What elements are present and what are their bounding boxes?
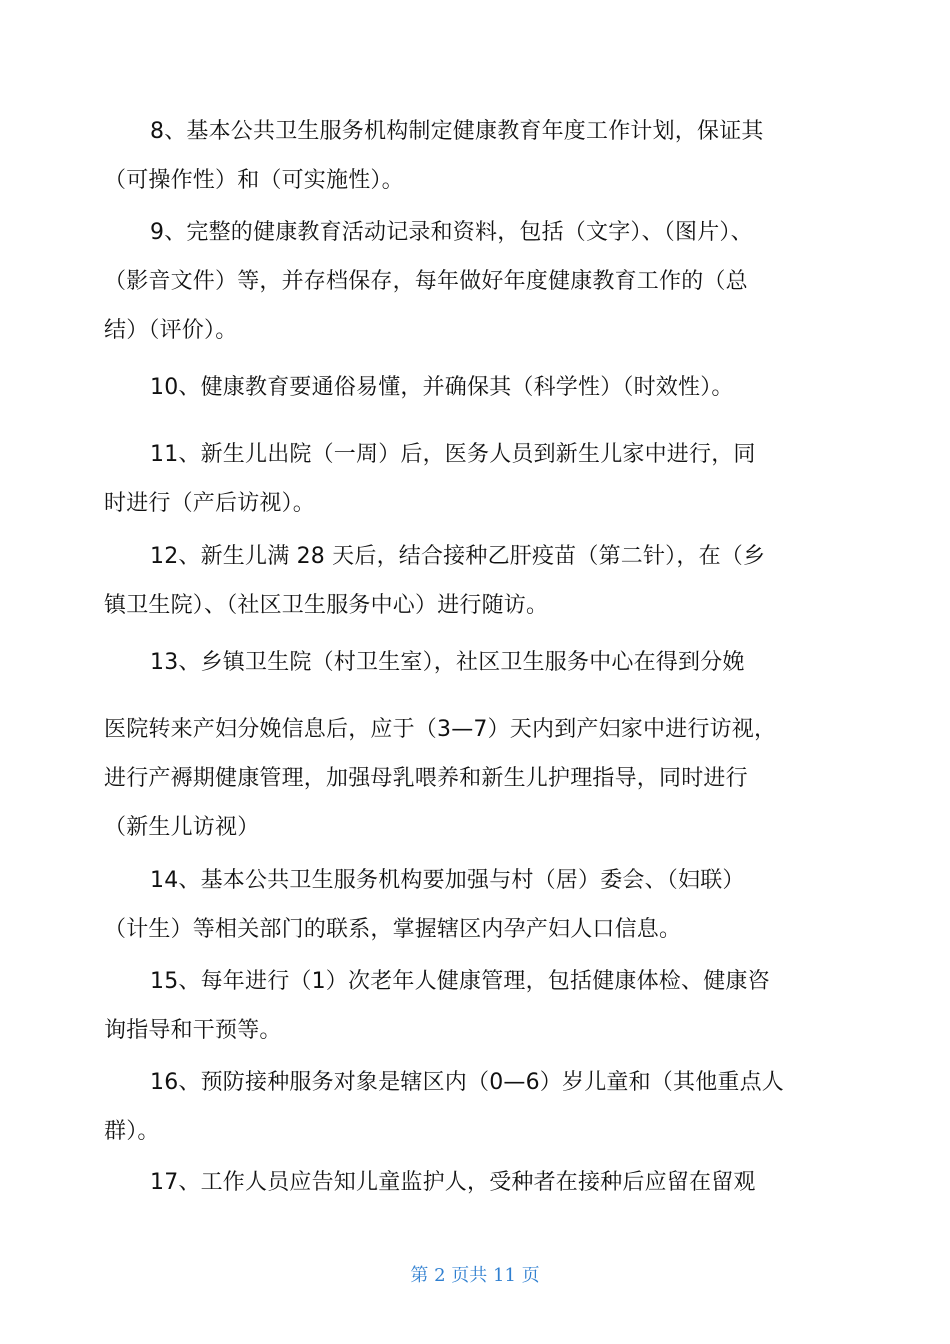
item-15-line-2: 询指导和干预等。 — [104, 1018, 282, 1043]
page-number-footer: 第 2 页共 11 页 — [410, 1265, 540, 1286]
item-13-line-1: 13、乡镇卫生院（村卫生室），社区卫生服务中心在得到分娩 — [150, 650, 745, 675]
item-8-line-2: （可操作性）和（可实施性）。 — [104, 168, 404, 193]
item-15-line-1: 15、每年进行（1）次老年人健康管理，包括健康体检、健康咨 — [150, 969, 770, 994]
item-8-line-1: 8、基本公共卫生服务机构制定健康教育年度工作计划，保证其 — [150, 119, 764, 144]
item-13-line-4: （新生儿访视） — [104, 815, 260, 840]
item-16-line-1: 16、预防接种服务对象是辖区内（0—6）岁儿童和（其他重点人 — [150, 1070, 784, 1095]
item-13-line-2: 医院转来产妇分娩信息后，应于（3—7）天内到产妇家中进行访视， — [104, 717, 777, 742]
item-14-line-2: （计生）等相关部门的联系，掌握辖区内孕产妇人口信息。 — [104, 917, 682, 942]
item-9-line-1: 9、完整的健康教育活动记录和资料，包括（文字）、（图片）、 — [150, 220, 753, 245]
item-14-line-1: 14、基本公共卫生服务机构要加强与村（居）委会、（妇联） — [150, 868, 745, 893]
item-9-line-2: （影音文件）等，并存档保存，每年做好年度健康教育工作的（总 — [104, 269, 748, 294]
item-13-line-3: 进行产褥期健康管理，加强母乳喂养和新生儿护理指导，同时进行 — [104, 766, 748, 791]
item-9-line-3: 结）（评价）。 — [104, 318, 238, 343]
item-17-line-1: 17、工作人员应告知儿童监护人，受种者在接种后应留在留观 — [150, 1170, 756, 1195]
item-11-line-1: 11、新生儿出院（一周）后，医务人员到新生儿家中进行，同 — [150, 442, 756, 467]
item-12-line-1: 12、新生儿满 28 天后，结合接种乙肝疫苗（第二针），在（乡 — [150, 544, 766, 569]
item-11-line-2: 时进行（产后访视）。 — [104, 491, 316, 516]
item-10-line-1: 10、健康教育要通俗易懂，并确保其（科学性）（时效性）。 — [150, 375, 734, 400]
item-16-line-2: 群）。 — [104, 1119, 160, 1144]
item-12-line-2: 镇卫生院）、（社区卫生服务中心）进行随访。 — [104, 593, 549, 618]
